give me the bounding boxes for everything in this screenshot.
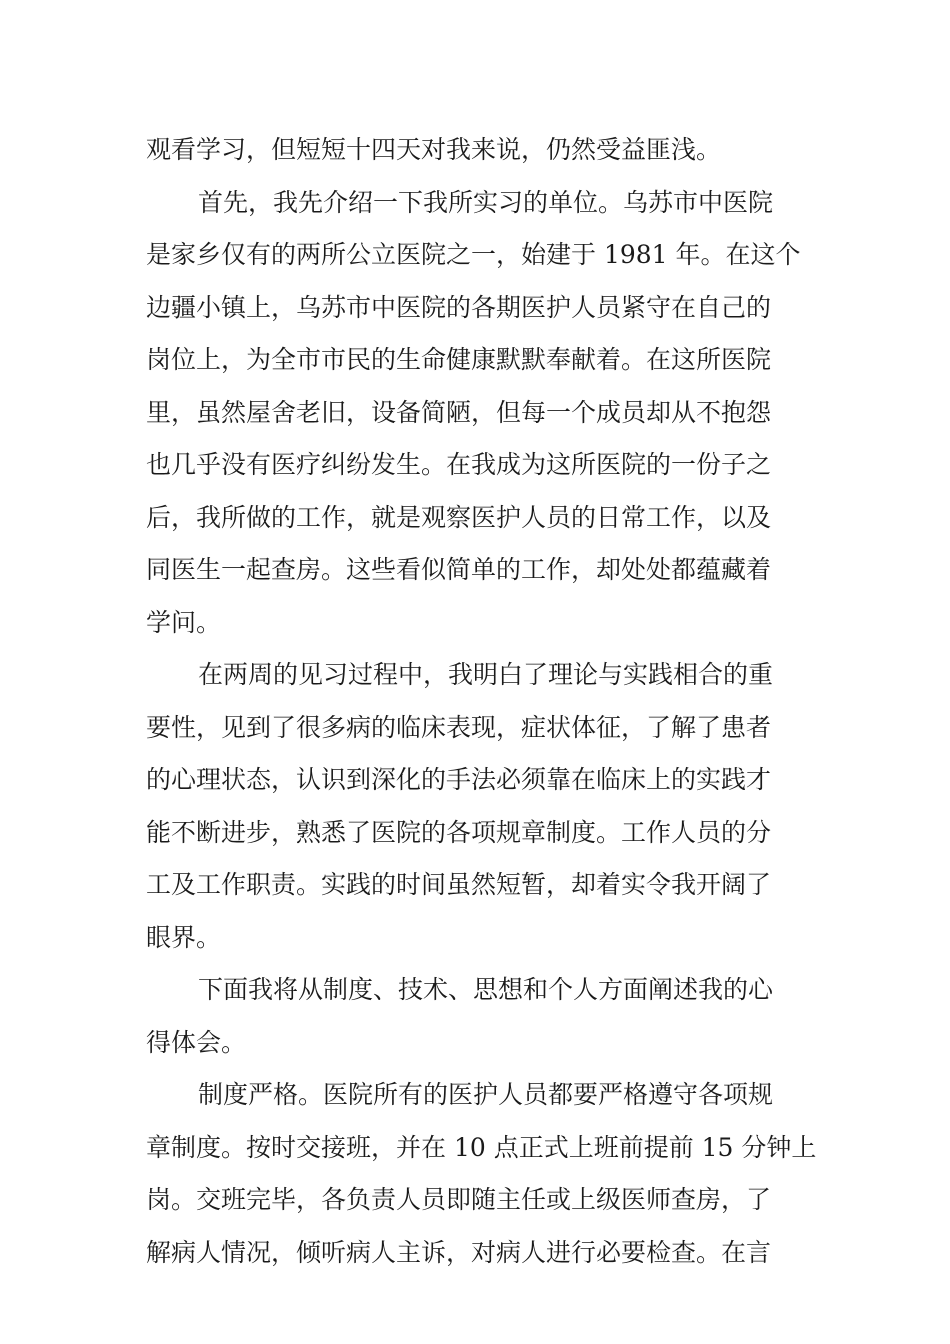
- text-line: 也几乎没有医疗纠纷发生。在我成为这所医院的一份子之: [146, 450, 772, 479]
- text-line: 学问。: [146, 607, 222, 637]
- text-line: 观看学习，但短短十四天对我来说，仍然受益匪浅。: [146, 135, 722, 164]
- text-line: 工及工作职责。实践的时间虽然短暂，却着实令我开阔了: [146, 870, 772, 899]
- text-line: 能不断进步，熟悉了医院的各项规章制度。工作人员的分: [146, 817, 772, 847]
- paragraph-first-line: 制度严格。医院所有的医护人员都要严格遵守各项规: [198, 1080, 774, 1109]
- text-line: 同医生一起查房。这些看似简单的工作，却处处都蕴藏着: [146, 555, 772, 584]
- text-line: 章制度。按时交接班，并在 10 点正式上班前提前 15 分钟上: [146, 1132, 817, 1162]
- text-line: 里，虽然屋舍老旧，设备简陋，但每一个成员却从不抱怨: [146, 397, 772, 427]
- text-line: 岗位上，为全市市民的生命健康默默奉献着。在这所医院: [146, 345, 772, 374]
- document-body: [146, 124, 817, 1279]
- text-line: 得体会。: [146, 1027, 247, 1057]
- text-line: 后，我所做的工作，就是观察医护人员的日常工作，以及: [146, 502, 772, 532]
- paragraph-first-line: 下面我将从制度、技术、思想和个人方面阐述我的心: [198, 975, 774, 1004]
- text-line: 边疆小镇上，乌苏市中医院的各期医护人员紧守在自己的: [146, 292, 772, 322]
- text-line: 岗。交班完毕，各负责人员即随主任或上级医师查房，了: [146, 1185, 772, 1214]
- paragraph-first-line: 在两周的见习过程中，我明白了理论与实践相合的重: [198, 660, 774, 689]
- text-line: 的心理状态，认识到深化的手法必须靠在临床上的实践才: [146, 765, 772, 794]
- text-line: 是家乡仅有的两所公立医院之一，始建于 1981 年。在这个: [146, 240, 801, 269]
- text-line: 要性，见到了很多病的临床表现，症状体征，了解了患者: [146, 712, 772, 742]
- paragraph-first-line: 首先，我先介绍一下我所实习的单位。乌苏市中医院: [198, 187, 774, 217]
- text-line: 解病人情况，倾听病人主诉，对病人进行必要检查。在言: [146, 1237, 772, 1267]
- text-line: 眼界。: [146, 922, 222, 952]
